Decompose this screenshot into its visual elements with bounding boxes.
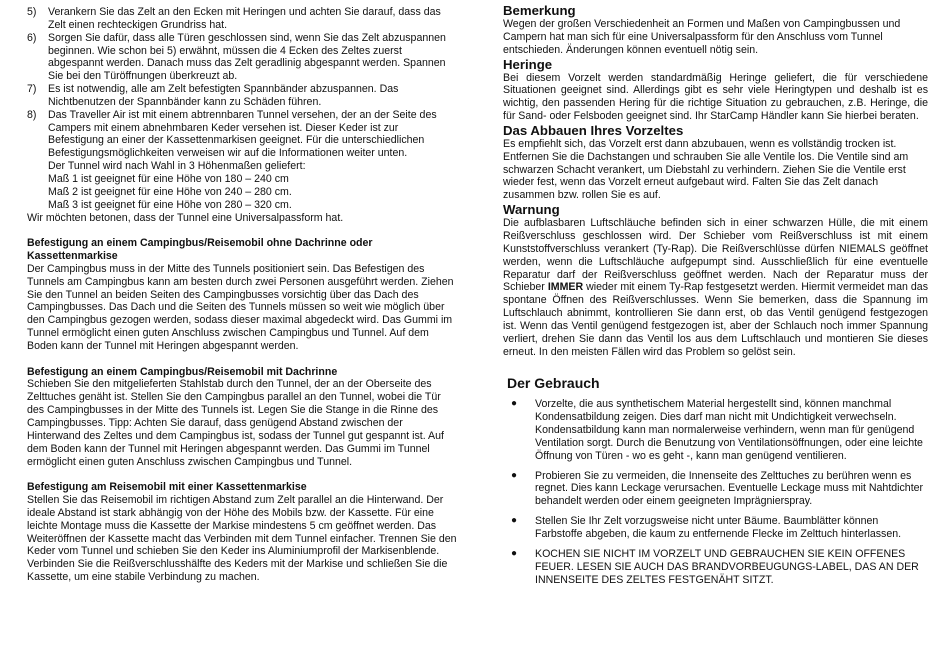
item-text: Das Traveller Air ist mit einem abtrennbaren Tunnel versehen, der an der Seite des Campers mit einem abnehmbaren Keder versehen ist. Dieser Keder ist zur Befestigung an einer der Kassettenmarkisen geeignet. Für die unterschiedlichen Befestigungsmöglichkeiten verweisen wir auf die Informationen weiter unten. — [48, 108, 437, 160]
section-body: Stellen Sie das Reisemobil im richtigen Abstand zum Zelt parallel an die Hinterwand. Der ideale Abstand ist stark abhängig von der Höhe des Mobils bzw. der Kassette. Für eine leichte Montage muss die Kassette der Markise mindestens 5 cm geöffnet werden. Das Weiteröffnen der Kassette macht das Verbinden mit dem Tunnel einfacher. Trennen Sie den Keder vom Tunnel und schieben Sie den Keder ins Aluminiumprofil der Markisenblende. Verbinden Sie die Reißverschlusshälfte des Keders mit der Markise und schließen Sie die Kassette, um eine stabile Verbindung zu machen. — [27, 494, 457, 584]
warning-text-emphasis: IMMER — [547, 281, 584, 294]
list-item — [27, 83, 457, 109]
list-item — [503, 515, 928, 541]
item-text: Sorgen Sie dafür, dass alle Türen geschlossen sind, wenn Sie das Zelt abzuspannen beginnen. Wie schon bei 5) erwähnt, müssen die 4 Ecken des Zeltes zuerst abgespannt werden. Danach muss das Zelt geradlinig abgespannt werden. Spannen Sie bei den Türöffnungen überkreuzt ab. — [48, 31, 446, 83]
bullet-text: Vorzelte, die aus synthetischem Material hergestellt sind, können manchmal Kondensatbildung zeigen. Dies darf man nicht mit Undichtigkeit verwechseln. Kondensatbildung kann man normalerweise verhindern, wenn man für genügend Ventilation sorgt. Durch die Benutzung von Ventilationsöffnungen, oder eine leichte Öffnung von Türen - wo es geht -, kann man genügend ventilieren. — [535, 398, 923, 462]
section-body: Bei diesem Vorzelt werden standardmäßig Heringe geliefert, die für verschiedene Situationen geeignet sind. Allerdings gibt es sehr viele Heringtypen und deshalb ist es wichtig, den passenden Hering für die richtige Situation zu gebrauchen, z.B. Heringe, die für Sand- oder Felsboden geeignet sind. Ihr StarCamp Händler kann Sie hierbei beraten. — [503, 71, 928, 123]
left-column — [27, 6, 457, 584]
section-heading-bemerkung: Bemerkung — [503, 3, 576, 18]
universal-note: Wir möchten betonen, dass der Tunnel eine Universalpassform hat. — [27, 211, 344, 224]
section-heading-heringe: Heringe — [503, 56, 553, 72]
list-item — [27, 6, 457, 32]
bullet-text: Stellen Sie Ihr Zelt vorzugsweise nicht unter Bäume. Baumblätter können Farbstoffe abgeben, die kaum zu entfernende Flecke im Zelttuch hinterlassen. — [535, 515, 902, 540]
bullet-icon: ● — [511, 515, 518, 527]
section-heading: Befestigung am Reisemobil mit einer Kassettenmarkise — [27, 481, 307, 494]
section-heading: Befestigung an einem Campingbus/Reisemobil ohne Dachrinne oder Kassettenmarkise — [27, 237, 373, 263]
list-item — [503, 470, 928, 509]
list-item — [503, 398, 928, 462]
size-line: Maß 3 ist geeignet für eine Höhe von 280 – 320 cm. — [48, 198, 292, 211]
size-line: Maß 1 ist geeignet für eine Höhe von 180 – 240 cm — [48, 172, 289, 185]
section-body: Schieben Sie den mitgelieferten Stahlstab durch den Tunnel, der an der Oberseite des Zelttuches genäht ist. Stellen Sie den Campingbus parallel an den Tunnel, wobei die Tür des Campingbusses in der Mitte des Tunnels ist. Legen Sie die Stange in die Rinne des Campingbusses. Tipp: Achten Sie darauf, dass genügend Abstand zwischen der Hinterwand des Zeltes und dem Campingbus ist, sodass der Tunnel gut gespannt ist. Auf dem Boden kann der Tunnel mit Heringen abgespannt werden. Das Gummi im Tunnel ermöglicht einen guten Anschluss zwischen Campingbus und Tunnel. — [27, 378, 444, 468]
section-heading-abbauen: Das Abbauen Ihres Vorzeltes — [503, 122, 684, 138]
item-number: 8) — [27, 108, 37, 121]
section-heading-gebrauch: Der Gebrauch — [507, 375, 600, 392]
list-item — [27, 109, 457, 160]
list-item — [503, 548, 928, 587]
size-line: Maß 2 ist geeignet für eine Höhe von 240 – 280 cm. — [48, 185, 292, 198]
bullet-text: Probieren Sie zu vermeiden, die Innenseite des Zelttuches zu berühren wenn es regnet. Dies kann Leckage verursachen. Eventuelle Leckage muss mit Nahtdichter behandelt werden oder einem geeigneten Imprägnierspray. — [535, 469, 924, 508]
item-number: 7) — [27, 83, 37, 96]
section-heading-warnung: Warnung — [503, 202, 560, 218]
right-column — [503, 3, 928, 593]
bullet-icon: ● — [511, 469, 518, 481]
item-text: Es ist notwendig, alle am Zelt befestigten Spannbänder abzuspannen. Das Nichtbenutzen der Spannbänder kann zu Schäden führen. — [48, 83, 399, 108]
warning-text-after: wieder mit einem Ty-Rap festgesetzt werden. Hiermit vermeidet man das spontane Öffnen des Reißverschlusses. Wenn Sie bemerken, dass die Spannung im Luftschlauch abnimmt, kontrollieren Sie dann erst, ob das Ventil genügend festgezogen ist. Wenn das Ventil genügend festgezogen ist, aber der Schlauch noch immer Spannung verliert, drehen Sie dann das Ventil los aus dem Luftschlauch und montieren Sie dieses erneut. In den meisten Fällen wird das Problem so gelöst sein. — [503, 281, 928, 358]
section-body: Wegen der großen Verschiedenheit an Formen und Maßen von Campingbussen und Campern hat man sich für eine Universalpassform für den Anschluss vom Tunnel entschieden. Änderungen können eventuell nötig sein. — [503, 18, 901, 56]
item-text: Verankern Sie das Zelt an den Ecken mit Heringen und achten Sie darauf, dass das Zelt einen rechteckigen Grundriss hat. — [48, 6, 441, 31]
item-number: 6) — [27, 31, 37, 44]
bullet-icon: ● — [511, 547, 518, 559]
warning-text-before: Die aufblasbaren Luftschläuche befinden sich in einer schwarzen Hülle, die mit einem Reißverschluss geschlossen wird. Der Schieber vom Reißverschluss ist mit einem Kunststoffverschluss verankert (Ty-Rap). Die Reißverschlüsse dürfen NIEMALS geöffnet werden, wenn die Luftschläuche aufgepumpt sind. Ausschließlich für eine eventuelle Reparatur darf der Reißverschluss geöffnet werden. Nach der Reparatur muss der Schieber — [503, 217, 928, 294]
list-item — [27, 32, 457, 83]
bullet-icon: ● — [511, 398, 518, 410]
section-heading: Befestigung an einem Campingbus/Reisemobil mit Dachrinne — [27, 365, 338, 378]
item-number: 5) — [27, 6, 37, 18]
section-body: Es empfiehlt sich, das Vorzelt erst dann abzubauen, wenn es vollständig trocken ist. Entfernen Sie die Dachstangen und schrauben Sie alle Ventile los. Die Ventile sind am schwarzen Schacht verankert, um Diebstahl zu verhindern. Ziehen Sie die Ventile erst wieder fest, wenn das Vorzelt erneut aufgebaut wird. Falten Sie das Zelt danach zusammen bzw. rollen Sie es auf. — [503, 137, 909, 202]
section-body: Der Campingbus muss in der Mitte des Tunnels positioniert sein. Das Befestigen des Tunnels am Campingbus kann am besten durch zwei Personen ausgeführt werden. Ziehen Sie den Tunnel an beiden Seiten des Campingbusses vorsichtig über das Dach des Campingbusses. Das Dach und die Seiten des Tunnels müssen so weit wie möglich über den Campingbus gezogen werden, sodass dieser maximal abgedeckt wird. Das Gummi im Tunnel ermöglicht einen guten Anschluss zwischen Campingbus und Tunnel. Auf dem Boden kann der Tunnel mit Heringen abgespannt werden. — [27, 262, 454, 352]
warning-body — [503, 217, 928, 358]
bullet-text: KOCHEN SIE NICHT IM VORZELT UND GEBRAUCHEN SIE KEIN OFFENES FEUER. LESEN SIE AUCH DAS BRANDVORBEUGUNGS-LABEL, DAS AN DER INNENSEITE DES ZELTES FESTGENÄHT SITZT. — [535, 547, 919, 586]
tunnel-intro: Der Tunnel wird nach Wahl in 3 Höhenmaßen geliefert: — [48, 160, 306, 173]
